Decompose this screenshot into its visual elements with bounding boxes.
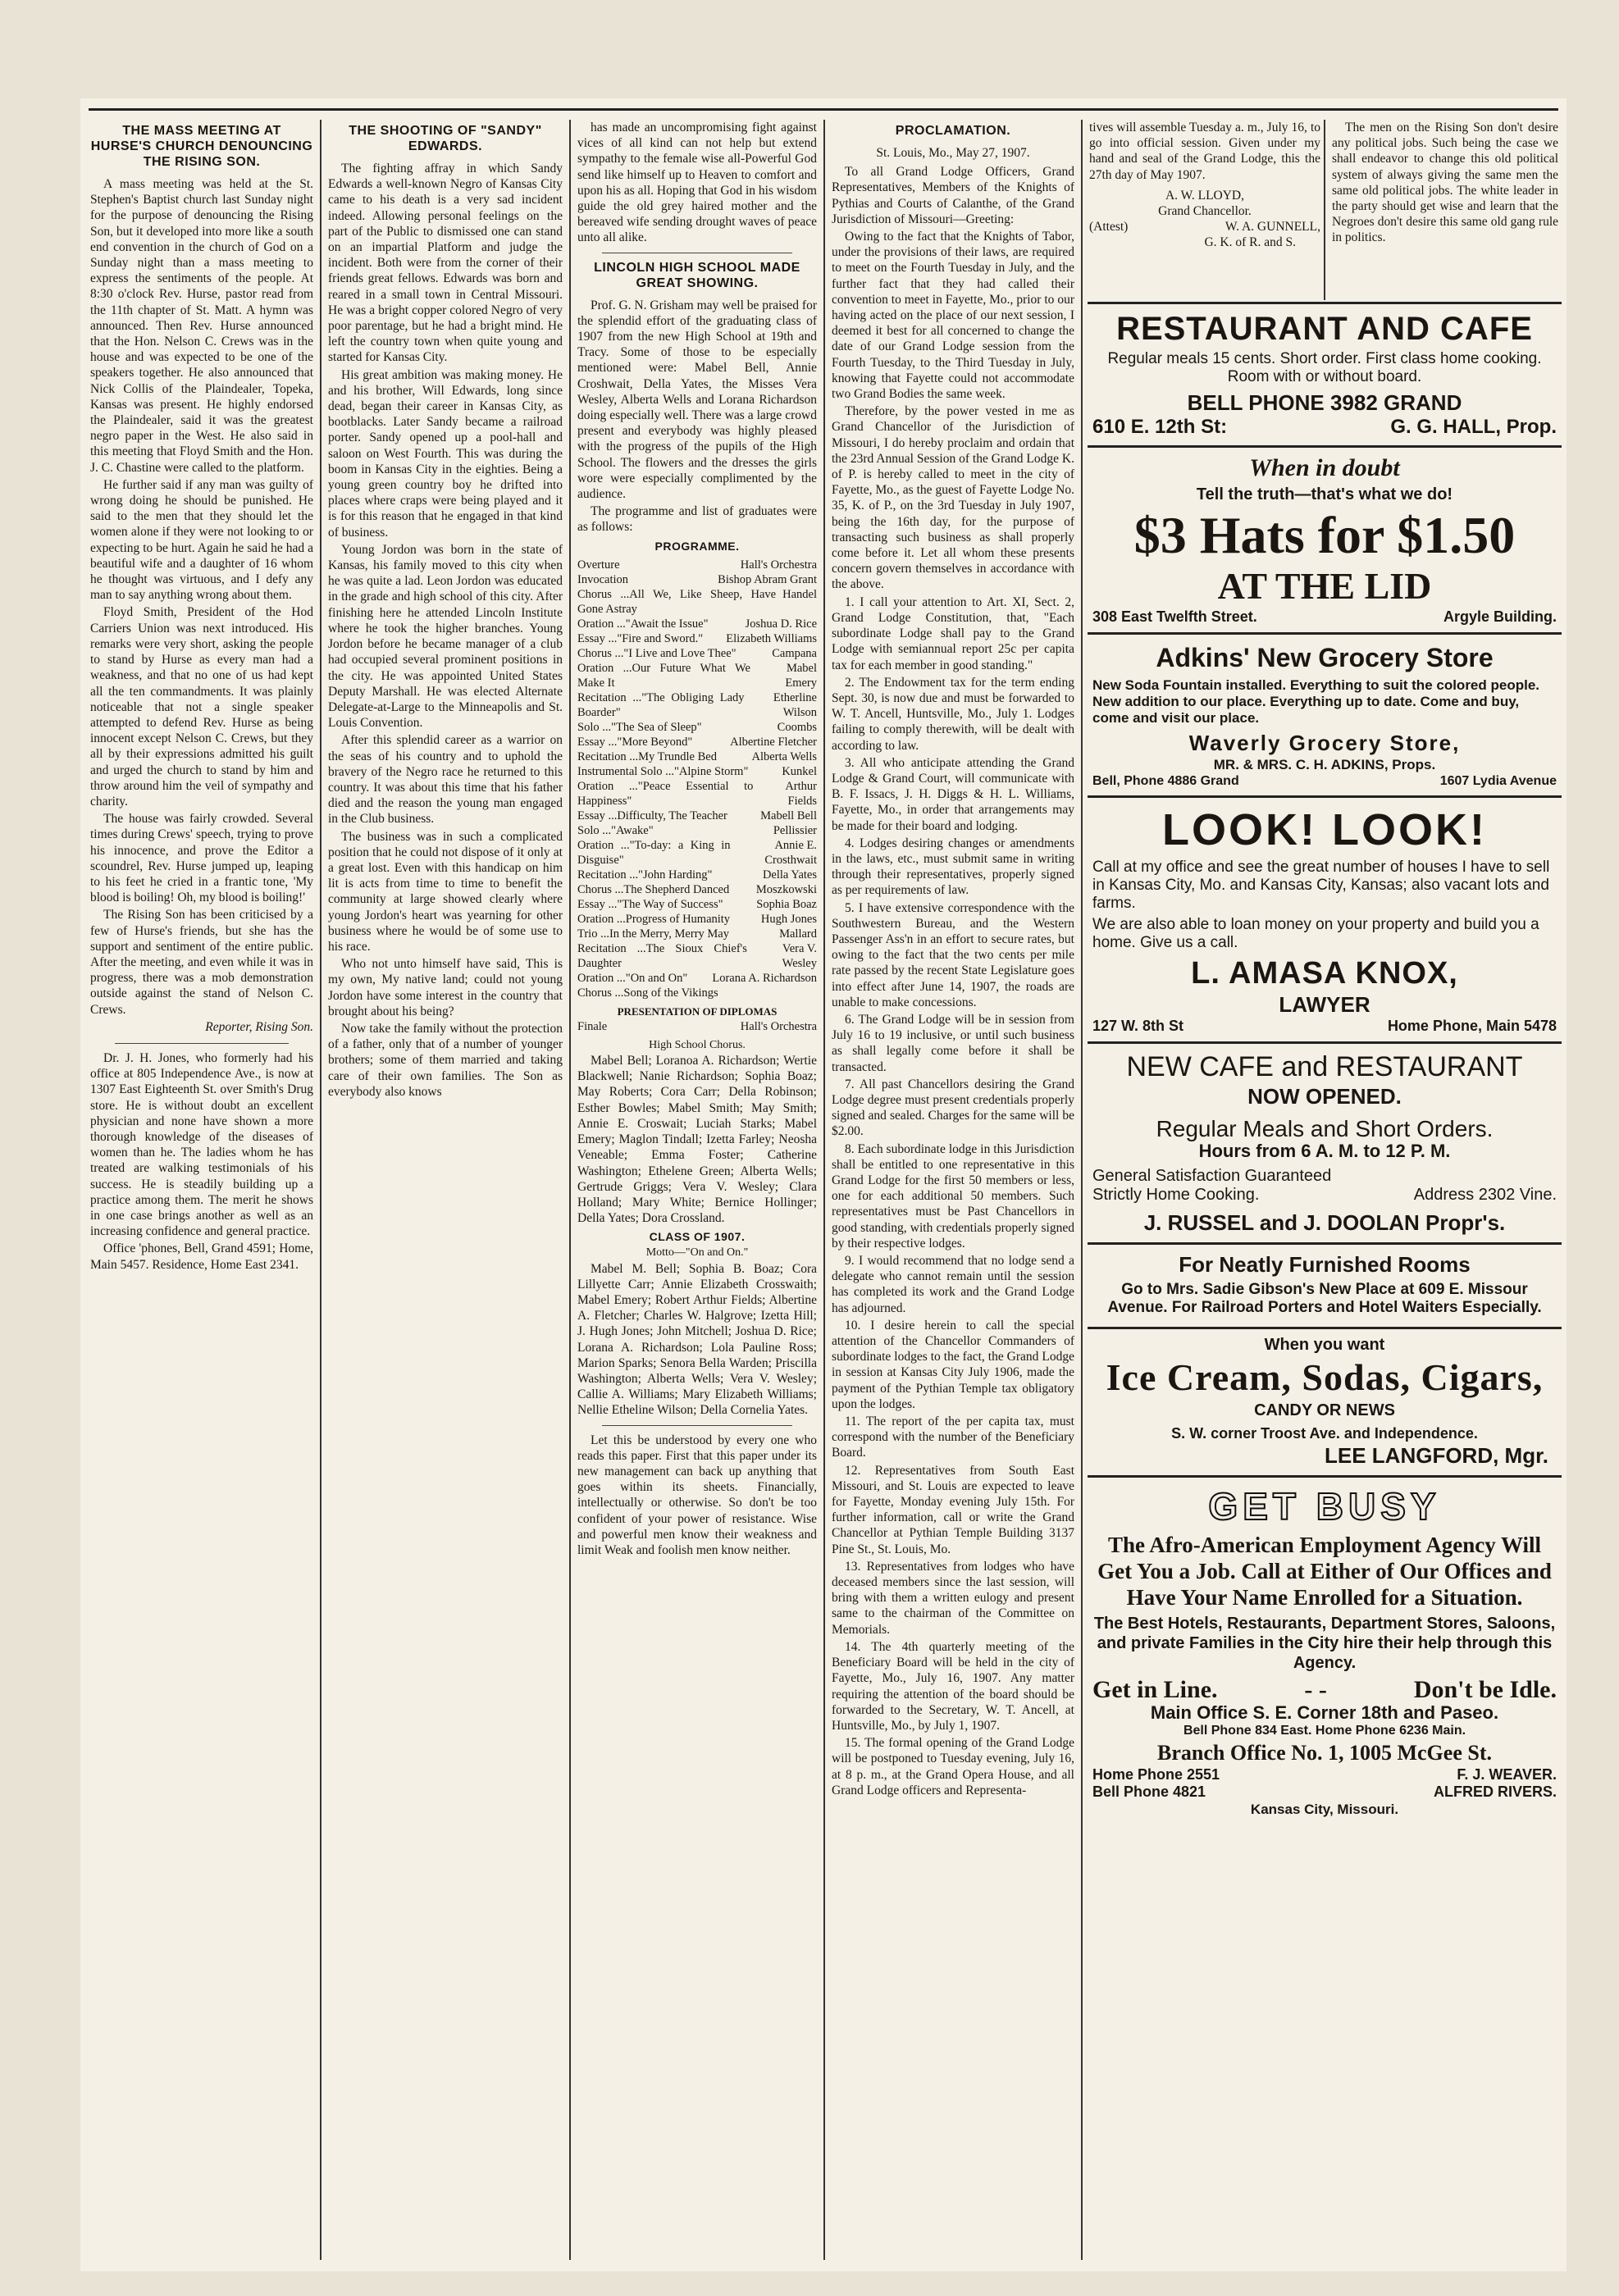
ad-store-name: Waverly Grocery Store, (1188, 731, 1461, 755)
ad-title: Adkins' New Grocery Store (1156, 643, 1494, 672)
programme-item-performer: Elizabeth Williams (726, 631, 817, 645)
ad-title: Ice Cream, Sodas, Cigars, (1106, 1356, 1544, 1398)
article-paragraph: Who not unto himself have said, This is my own, My native land; could not young Jordon have some interest in the country that brought about his being? (328, 957, 563, 1018)
column-6-top (1332, 120, 1558, 300)
class-list: Mabel M. Bell; Sophia B. Boaz; Cora Lillyette Carr; Annie Elizabeth Crosswaith; Mabel Emery; Robert Arthur Fields; Albertine A. Fletcher; Charles W. Halgrove; Izetta Hill; J. Hugh Jones; John Mitchell; Joshua D. Rice; Lorana A. Richardson; Lola Pauline Ross; Marion Sparks; Senora Bella Warden; Priscilla Washington; Alberta Wells; Vera V. Wesley; Callie A. Williams; Mary Elizabeth Williams; Nellie Etheline Wilson; Della Cornelia Yates. (577, 1261, 817, 1418)
ad-text: The Afro-American Employment Agency Will Get You a Job. Call at Either of Our Offices and Have Your Name Enrolled for a Situation. (1097, 1533, 1552, 1610)
column-1 (90, 120, 313, 2260)
newspaper-page (80, 98, 1567, 2271)
ad-title: NEW CAFE and RESTAURANT (1126, 1051, 1523, 1082)
ad-grocery (1088, 635, 1562, 798)
programme-item-performer: Sophia Boaz (756, 897, 817, 911)
programme-item-performer: Hugh Jones (760, 912, 817, 926)
programme-item (577, 690, 817, 720)
article-paragraph: Floyd Smith, President of the Hod Carriers Union was next introduced. His remarks were very short, asking the people to stand by Hurse as every man had a weakness, and that no one of us had kept all the ten commandments. It was plainly noticeable that not a single speaker attempted to defend Rev. Hurse as being innocent except Nelson C. Crews, but they all by their expressions admitted his guilt and urged the church to stand by him and throw around him the veil of sympathy and charity. (90, 605, 313, 809)
programme-item (577, 764, 817, 779)
programme-item-name: Solo ..."Awake" (577, 823, 654, 837)
notice-paragraph: Dr. J. H. Jones, who formerly had his office at 805 Independence Ave., is now at 1307 East Eighteenth St. over Smith's Drug store. He is without doubt an excellent physician and none have shown a more thorough knowledge of the diseases of women than he. The ladies whom he has treated are walking testimonials of his success. He is steadily building up a practice among them. The merit he shows in one case brings another as well as an increasing confidence and general practice. (90, 1050, 313, 1239)
programme-item-name: Oration ...Our Future What We Make It (577, 661, 750, 690)
column-rule (823, 120, 825, 2260)
signer-2-title: G. K. of R. and S. (1204, 235, 1296, 250)
ad-slogan-dash: - - (1304, 1676, 1327, 1703)
proclamation-paragraph: 2. The Endowment tax for the term ending Sept. 30, is now due and must be forwarded to W. T. Ancell, Huntsville, Mo., July 1. Lodges failing to comply therewith, will be dealt with according to law. (832, 675, 1074, 753)
ad-address: Address 2302 Vine. (1413, 1186, 1557, 1204)
programme-item-performer: Mabel Emery (785, 661, 817, 690)
programme-item-name: Chorus ...All We, Like Sheep, Have Gone Astray (577, 587, 777, 616)
programme-item (577, 1019, 817, 1034)
programme-item (577, 631, 817, 646)
article-paragraph: A mass meeting was held at the St. Stephen's Baptist church last Sunday night for the purpose of denouncing the Rising Son, but it developed into more like a south end convention in the church of God on a Sunday night than a mass meeting to express the sentiments of the people. At 8:30 o'clock Rev. Hurse, pastor read from the 11th chapter of St. Matt. A hymn was announced. Then Rev. Hurse announced that the Hon. Nelson C. Crews was in the house and was expected to be one of the speakers together. He also announced that Nick Collis of the Plaindealer, Topeka, Kansas was present. He highly endorsed the Plaindealer, said it was the greatest negro paper in the West. He also said in this meeting that Floyd Smith and the Hon. J. C. Chastine were called to the platform. (90, 177, 313, 475)
proclamation-paragraph: 12. Representatives from South East Missouri, and St. Louis are expected to leave for Fayette, Monday evening July 15th. For further information, call or write the Grand Chancellor at Pythian Temple Building 3137 Pine St., St. Louis, Mo. (832, 1463, 1074, 1556)
programme-item (577, 809, 817, 823)
programme-item (577, 927, 817, 941)
article-title-shooting: THE SHOOTING OF "SANDY" EDWARDS. (349, 124, 542, 153)
ad-name: L. AMASA KNOX, (1191, 956, 1458, 991)
signer-2: W. A. GUNNELL, (1225, 220, 1320, 235)
ad-address: 1607 Lydia Avenue (1439, 774, 1557, 788)
programme-item-performer: Mallard (779, 927, 817, 941)
proclamation-paragraph: 5. I have extensive correspondence with the Southwestern Bureau, and the Western Passenger Ass'n in an effort to secure rates, but owing to the fact that the two cents per mile rate passed by the recent State Legislature goes into effect after June 14, 1907, the roads are unable to make concessions. (832, 900, 1074, 1009)
programme-list (577, 558, 817, 1000)
programme-item (577, 986, 817, 1000)
programme-item-name: Oration ..."On and On" (577, 971, 688, 985)
column-rule (569, 120, 571, 2260)
programme-item-name: Oration ..."Await the Issue" (577, 617, 709, 631)
notice-phones: Office 'phones, Bell, Grand 4591; Home, Main 5457. Residence, Home East 2341. (90, 1241, 313, 1272)
top-rule (89, 108, 1558, 111)
article-continuation: has made an uncompromising fight against vices of all kind can not help but extend sympathy to the female wise all-Powerful God send like himself up to Heaven to comfort and upon his as all. Hoping that God in his wisdom guide the old grey haired mother and the bereaved wife sending drought waves of peace unto all alike. (577, 121, 817, 245)
editorial-paragraph: The men on the Rising Son don't desire any political jobs. Such being the case we shall endeavor to change this old political system of always giving the same men the same old political jobs. The white leader in the party should get wise and learn that the Negroes don't desire this same old gang rule in politics. (1332, 121, 1558, 245)
programme-item-performer: Della Yates (762, 868, 817, 882)
programme-item-name: Oration ..."To-day: a King in Disguise" (577, 838, 731, 867)
ad-store-name: AT THE LID (1217, 565, 1432, 607)
programme-item-name: Recitation ..."John Harding" (577, 868, 713, 882)
proclamation-paragraph: 15. The formal opening of the Grand Lodge will be postponed to Tuesday evening, July 16, at 8 p. m., at the Grand Opera House, and all Grand Lodge officers and Representa- (832, 1736, 1074, 1797)
article-byline: Reporter, Rising Son. (205, 1019, 313, 1034)
proclamation-paragraph: 1. I call your attention to Art. XI, Sect. 2, Grand Lodge Constitution, that, "Each subordinate Lodge shall pay to the Grand Lodge with semiannual report 25c per capita tax for each member in good standing." (832, 594, 1074, 672)
programme-finale (577, 1019, 817, 1034)
programme-item (577, 587, 817, 617)
ad-proprietors: MR. & MRS. C. H. ADKINS, Props. (1213, 757, 1436, 772)
programme-item (577, 897, 817, 912)
ad-phone: Home Phone, Main 5478 (1387, 1018, 1557, 1034)
ad-text: Call at my office and see the great number of houses I have to sell in Kansas City, Mo. and Kansas City, Kansas; also vacant lots and farms. (1092, 859, 1550, 912)
programme-item (577, 661, 817, 690)
programme-item-name: Finale (577, 1019, 608, 1033)
ad-manager: LEE LANGFORD, Mgr. (1325, 1443, 1548, 1468)
article-title-mass-meeting: THE MASS MEETING AT HURSE'S CHURCH DENOUNCING THE RISING SON. (90, 124, 313, 169)
programme-item-name: Trio ...In the Merry, Merry May (577, 927, 729, 941)
ad-subtitle: NOW OPENED. (1247, 1084, 1402, 1109)
programme-item-performer: Albertine Fletcher (730, 735, 817, 749)
ad-cooking: Strictly Home Cooking. (1092, 1186, 1260, 1204)
programme-item-name: Essay ...Difficulty, The Teacher (577, 809, 727, 822)
programme-item-performer: Mabell Bell (760, 809, 817, 822)
article-paragraph: He further said if any man was guilty of wrong doing he should be punished. He said to the men that they should let the women alone if they were not looking to or expecting to be hurt. Again he said he had a beautiful wife and a daughter of 16 whom he thought was virtuous, and I defy any man to say anything wrong about them. (90, 477, 313, 603)
attest-label: (Attest) (1089, 220, 1129, 235)
article-paragraph: The house was fairly crowded. Several times during Crews' speech, trying to prove his innocence, and prove the Editor a scoundrel, Rev. Hurse jumped up, leaping to his feet he cried in a frantic tone, 'My blood is boiling! Oh, my blood is boiling!' (90, 812, 313, 905)
ad-lead: When you want (1264, 1336, 1385, 1354)
ad-guarantee: General Satisfaction Guaranteed (1092, 1167, 1332, 1185)
ad-address: 127 W. 8th St (1092, 1018, 1184, 1034)
ad-text: The Best Hotels, Restaurants, Department Stores, Saloons, and private Families in the City hire their help through this Agency. (1093, 1615, 1556, 1672)
programme-item (577, 882, 817, 897)
ad-city: Kansas City, Missouri. (1250, 1802, 1399, 1817)
article-title-lincoln-high: LINCOLN HIGH SCHOOL MADE GREAT SHOWING. (594, 260, 800, 290)
programme-item-name: Oration ...Progress of Humanity (577, 912, 731, 926)
ad-price: $3 Hats for $1.50 (1133, 506, 1516, 564)
column-rule (320, 120, 322, 2260)
column-5-top (1089, 120, 1320, 317)
programme-item (577, 912, 817, 927)
programme-item-name: Recitation ...The Sioux Chief's Daughter (577, 941, 747, 970)
programme-item-performer: Campana (772, 646, 817, 660)
proclamation-paragraph: 10. I desire herein to call the special attention of the Chancellor Commanders of subordinate lodges to the fact, the Grand Lodge in session at Kansas City July 1906, made the payment of the Pythian Temple tax obligatory upon the lodges. (832, 1318, 1074, 1411)
ad-profession: LAWYER (1279, 992, 1370, 1017)
ad-hats (1088, 448, 1562, 635)
ad-name-2: ALFRED RIVERS. (1433, 1784, 1557, 1800)
programme-item-performer: Kunkel (782, 764, 817, 778)
ad-text: Go to Mrs. Sadie Gibson's New Place at 609 E. Missour Avenue. For Railroad Porters and Hotel Waiters Especially. (1107, 1281, 1542, 1316)
programme-item (577, 572, 817, 587)
programme-item-performer: Arthur Fields (785, 779, 817, 808)
ad-lead: When in doubt (1249, 454, 1400, 481)
diplomas-heading: PRESENTATION OF DIPLOMAS (617, 1004, 778, 1018)
programme-item-performer: Moszkowski (755, 882, 817, 896)
programme-item-performer: Etherline Wilson (773, 690, 817, 719)
programme-item (577, 646, 817, 661)
article-paragraph: Prof. G. N. Grisham may well be praised for the splendid effort of the graduating class of 1907 from the new High School at 19th and Tracy. Some of those to be especially mentioned were: Mabel Bell, Annie Croshwait, Della Yates, the Misses Vera Wesley, Alberta Wells and Lorana Richardson doing especially well. There was a large crowd present and everybody was highly pleased with the progress of the pupils of the High School. The flowers and the dresses the girls wore were especially complimented by the audience. (577, 298, 817, 502)
class-motto: Motto—"On and On." (645, 1246, 749, 1260)
proclamation-paragraph: 8. Each subordinate lodge in this Jurisdiction shall be entitled to one representative in this Grand Lodge for the first 50 members or less, one for each additional 50 members. Such representatives must be Past Chancellors in good standing, with credentials properly signed by their respective lodges. (832, 1141, 1074, 1250)
programme-item-name: Essay ..."The Way of Success" (577, 897, 723, 911)
class-heading: CLASS OF 1907. (649, 1230, 746, 1244)
ad-subtitle: CANDY OR NEWS (1254, 1401, 1395, 1419)
article-paragraph: The programme and list of graduates were as follows: (577, 504, 817, 535)
programme-item (577, 617, 817, 631)
proclamation-paragraph: 11. The report of the per capita tax, must correspond with the number of the Beneficiary Board. (832, 1414, 1074, 1460)
ad-address: 610 E. 12th St: (1092, 416, 1228, 438)
signer-1-title: Grand Chancellor. (1158, 204, 1252, 219)
ad-proprietors: J. RUSSEL and J. DOOLAN Propr's. (1143, 1210, 1506, 1235)
programme-item (577, 941, 817, 971)
article-paragraph: After this splendid career as a warrior on the seas of his country and to uphold the bravery of the Negro race he returned to this country. It was about this time that his father died and the reason the young man engaged in the Club business. (328, 733, 563, 827)
programme-item-name: Essay ..."Fire and Sword." (577, 631, 704, 645)
programme-item-name: Oration ..."Peace Essential to Happiness" (577, 779, 754, 808)
programme-item-performer: Vera V. Wesley (782, 941, 817, 970)
programme-item (577, 971, 817, 986)
ad-footer-row (1092, 1784, 1557, 1801)
ad-footer-row (1092, 1018, 1557, 1035)
ad-title: GET BUSY (1208, 1485, 1441, 1528)
article-paragraph: The business was in such a complicated position that he could not dispose of it only at a great lost. Even with this handicap on him lit is acts from time to time to benefit the community at large showed clearly where young Jordon's heart was yearning for other business where he would be of some use to his race. (328, 829, 563, 954)
programme-item-name: Essay ..."More Beyond" (577, 735, 693, 749)
divider (602, 1425, 792, 1426)
column-2 (328, 120, 563, 2260)
ad-slogan-right: Don't be Idle. (1413, 1676, 1557, 1703)
ad-name-1: F. J. WEAVER. (1457, 1766, 1557, 1783)
proclamation-title: PROCLAMATION. (895, 124, 1011, 138)
proclamation-paragraph: 14. The 4th quarterly meeting of the Beneficiary Board will be held in the city of Fayette, Mo., July 16, 1907. Any matter requiring the attention of the board should be forwarded to the Secretary, W. T. Ancell, at Huntsville, Mo., by July 1, 1907. (832, 1639, 1074, 1733)
programme-item-performer: Lorana A. Richardson (712, 971, 817, 985)
programme-item-name: Recitation ..."The Obliging Lady Boarder" (577, 690, 745, 719)
programme-item (577, 868, 817, 882)
programme-item-performer: Bishop Abram Grant (718, 572, 817, 586)
article-paragraph: The Rising Son has been criticised by a few of Hurse's friends, but she has the support and sentiment of the entire public. After the meeting, and even while it was in progress, there was a mob demonstration outside against the stand of Nelson C. Crews. (90, 908, 313, 1017)
programme-item (577, 838, 817, 868)
ad-phone: BELL PHONE 3982 GRAND (1187, 390, 1462, 415)
ad-text: We are also able to loan money on your property and build you a home. Give us a call. (1092, 916, 1539, 951)
ad-footer-row (1092, 1186, 1557, 1205)
programme-title: PROGRAMME. (654, 539, 740, 553)
article-paragraph: Young Jordon was born in the state of Kansas, his family moved to this city when he was quite a lad. Leon Jordon was educated in the grade and high school of this city. After finishing here he attended Lincoln Institute where he took the higher branches. Young Jordon before he became manager of a club had occupied several prominent positions in the city. He was appointed United States Deputy Marshall. He was elected Alternate Delegate-at-Large to the Minneapolis and St. Louis Convention. (328, 542, 563, 731)
ad-look-look (1088, 798, 1562, 1044)
ad-phone: Bell, Phone 4886 Grand (1092, 774, 1239, 788)
chorus-list: Mabel Bell; Loranoa A. Richardson; Wertie Blackwell; Nanie Richardson; Sophia Boaz; May Roberts; Cora Carr; Della Robinson; Esther Bowles; Mabel Smith; May Smith; Annie E. Croswait; Luciah Starks; Mabel Emery; Maglon Tindall; Izetta Farley; Neosha Veneable; Emma Foster; Catherine Washington; Ethelene Green; Alberta Wells; Gertrude Griggs; Vera V. Wesley; Clara Holland; Mary White; Bernice Hollinger; Della Yates; Dora Crossland. (577, 1054, 817, 1226)
ad-text: Regular meals 15 cents. Short order. First class home cooking. Room with or without board. (1107, 350, 1542, 385)
ad-footer-row (1092, 1766, 1557, 1784)
ad-footer-row (1092, 774, 1557, 789)
chorus-heading: High School Chorus. (649, 1038, 746, 1051)
programme-item (577, 749, 817, 764)
ad-title: For Neatly Furnished Rooms (1179, 1252, 1471, 1277)
programme-item-performer: Coombs (777, 720, 817, 734)
ad-corner: S. W. corner Troost Ave. and Independence. (1171, 1425, 1478, 1442)
ad-hours: Hours from 6 A. M. to 12 P. M. (1198, 1141, 1451, 1161)
programme-item-name: Chorus ...Song of the Vikings (577, 986, 718, 1000)
ad-footer-row (1092, 608, 1557, 626)
proclamation-paragraph: Therefore, by the power vested in me as Grand Chancellor of the Jurisdiction of Missouri, I do hereby proclaim and ordain that the 23rd Annual Session of the Grand Lodge K. of P. is hereby called to meet in the city of Fayette, Mo., as the guest of Fayette Lodge No. 35, K. of P., on the 3rd Tuesday in July 1907, being the 16th day, for the purpose of transacting such business as shall properly come before it. Let all whom these presents concern govern themselves in accordance with the above. (832, 404, 1074, 592)
proclamation-paragraph: 9. I would recommend that no lodge send a delegate who cannot remain until the session has completed its work and the Grand Lodge has adjourned. (832, 1254, 1074, 1315)
proclamation-paragraph: 7. All past Chancellors desiring the Grand Lodge degree must present credentials properly signed and sealed. Charges for the same will be $2.00. (832, 1077, 1074, 1139)
ad-restaurant-cafe (1088, 304, 1562, 448)
programme-item-performer: Pellissier (773, 823, 817, 837)
ad-home-phone: Home Phone 2551 (1092, 1766, 1220, 1783)
programme-item-performer: Handel (782, 587, 817, 601)
programme-item-name: Chorus ..."I Live and Love Thee" (577, 646, 737, 660)
programme-item-name: Overture (577, 558, 620, 572)
column-rule (1324, 120, 1325, 300)
ad-bell-phone: Bell Phone 4821 (1092, 1784, 1206, 1800)
article-paragraph: His great ambition was making money. He and his brother, Will Edwards, long since dead, began their career in Kansas City, as bootblacks. Later Sandy became a railroad porter. Sandy opened up a pool-hall and saloon on West Fourth. This was during the boom in Kansas City in the eighties. Being a young green country boy he drifted into places where craps were being played and it is for this reason that he engaged in that kind of business. (328, 367, 563, 540)
ad-tagline: Tell the truth—that's what we do! (1196, 485, 1453, 503)
ad-proprietor: G. G. HALL, Prop. (1390, 416, 1557, 438)
programme-item (577, 823, 817, 838)
programme-item-name: Chorus ...The Shepherd Danced (577, 882, 730, 896)
ad-slogan-left: Get in Line. (1092, 1676, 1218, 1703)
ad-get-busy (1088, 1478, 1562, 1825)
signer-1: A. W. LLOYD, (1165, 188, 1244, 203)
programme-item-performer: Alberta Wells (751, 749, 817, 763)
ad-footer-row (1092, 416, 1557, 439)
column-3 (577, 120, 817, 2260)
programme-item (577, 779, 817, 809)
ad-building: Argyle Building. (1443, 608, 1557, 625)
programme-item-name: Solo ..."The Sea of Sleep" (577, 720, 702, 734)
proclamation-paragraph: To all Grand Lodge Officers, Grand Representatives, Members of the Knights of Pythias and Courts of Calanthe, of the Grand Jurisdiction of Missouri—Greeting: (832, 165, 1074, 226)
programme-item-name: Recitation ...My Trundle Bed (577, 749, 717, 763)
ad-branch-office: Branch Office No. 1, 1005 McGee St. (1157, 1741, 1492, 1765)
proclamation-paragraph: Owing to the fact that the Knights of Tabor, under the provisions of their laws, are required to meet on the Fourth Tuesday in July, and the further fact that they had called their convention to meet in Fayette, Mo., prior to our having acted on the place of our next session, I deemed it best for all concerned to change the date of our Grand Lodge session from the Fourth Tuesday, to the Third Tuesday in July, knowing that Fayette could not accommodate two Grand Bodies the same week. (832, 230, 1074, 402)
ad-address: 308 East Twelfth Street. (1092, 608, 1257, 625)
article-paragraph: Now take the family without the protection of a father, only that of a number of younger brothers; some of them married and taking care of their own families. The Son as everybody also knows (328, 1021, 563, 1099)
proclamation-ending: tives will assemble Tuesday a. m., July 16, to go into official session. Given under my hand and seal of the Grand Lodge, this the 27th day of May 1907. (1089, 121, 1320, 182)
ad-slogan-row (1092, 1676, 1557, 1704)
ad-meals: Regular Meals and Short Orders. (1156, 1116, 1494, 1141)
programme-item (577, 720, 817, 735)
proclamation-paragraph: 4. Lodges desiring changes or amendments in the laws, etc., must submit same in writing through their representatives, properly signed as per requirements of law. (832, 836, 1074, 898)
ad-new-cafe (1088, 1044, 1562, 1245)
column-4 (832, 120, 1074, 2260)
programme-item-performer: Annie E. Crosthwait (764, 838, 817, 867)
closing-paragraph: Let this be understood by every one who reads this paper. First that this paper under its new management can back up anything that goes within its sheets. Financially, intellectually or otherwise. So don't be too confident of your power of resistance. Wise and powerful men know their weakness and limit Weak and foolish men know neither. (577, 1433, 817, 1557)
ad-title: LOOK! LOOK! (1162, 805, 1487, 854)
ad-rooms (1088, 1245, 1562, 1329)
proclamation-paragraph: 6. The Grand Lodge will be in session from July 16 to 19 inclusive, or until such business as shall legally come before it shall be transacted. (832, 1012, 1074, 1074)
ad-main-office: Main Office S. E. Corner 18th and Paseo. (1150, 1702, 1499, 1723)
ads-column (1088, 302, 1562, 1825)
programme-item-performer: Hall's Orchestra (740, 558, 817, 572)
divider (115, 1043, 289, 1044)
programme-item (577, 735, 817, 749)
ad-phones: Bell Phone 834 East. Home Phone 6236 Main. (1183, 1724, 1466, 1738)
programme-item-performer: Hall's Orchestra (740, 1019, 817, 1033)
proclamation-paragraph: 3. All who anticipate attending the Grand Lodge & Grand Court, will communicate with B. F. Issacs, J. H. Diggs & H. L. Williams, Fayette, Mo., in order that arrangements may be made for their board and lodging. (832, 755, 1074, 833)
column-rule (1081, 120, 1083, 2260)
ad-ice-cream (1088, 1329, 1562, 1478)
programme-item (577, 558, 817, 572)
ad-text: New Soda Fountain installed. Everything to suit the colored people. New addition to our place. Everything up to date. Come and buy, come and visit our place. (1092, 677, 1540, 726)
programme-item-performer: Joshua D. Rice (745, 617, 817, 631)
proclamation-dateline: St. Louis, Mo., May 27, 1907. (876, 146, 1030, 160)
programme-item-name: Instrumental Solo ..."Alpine Storm" (577, 764, 749, 778)
programme-item-name: Invocation (577, 572, 629, 586)
ad-title: RESTAURANT AND CAFE (1116, 311, 1533, 347)
article-paragraph: The fighting affray in which Sandy Edwards a well-known Negro of Kansas City came to his death is a very sad incident indeed. Allowing personal feelings on the part of the Public to dismissed one can stand on an impartial Platform and judge the incident. Both were from the corner of their friends great fellows. Edwards was born and reared in a small town in Central Missouri. He was a bright copper colored Negro of very poor parentage, but he had a bright mind. He left the country town when quite young and started for Kansas City. (328, 162, 563, 365)
proclamation-paragraph: 13. Representatives from lodges who have deceased members since the last session, will bring with them a written eulogy and present same to the chairman of the Committee on Memorials. (832, 1559, 1074, 1637)
